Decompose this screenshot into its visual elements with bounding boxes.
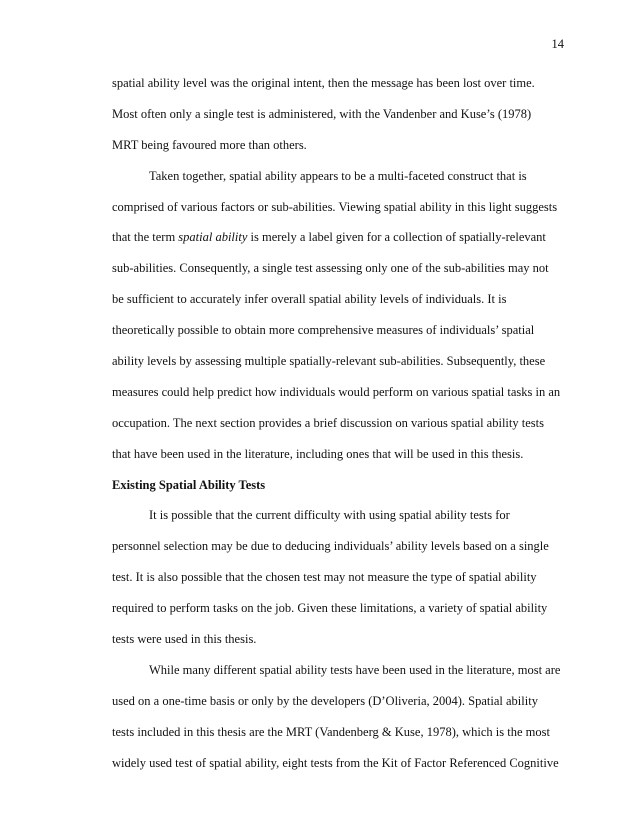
- text-line: sub-abilities. Consequently, a single test assessing only one of the sub-abilities may not: [112, 261, 549, 276]
- text-line: ability levels by assessing multiple spatially-relevant sub-abilities. Subsequently, these: [112, 354, 546, 369]
- text-line: theoretically possible to obtain more comprehensive measures of individuals’ spatial: [112, 323, 535, 338]
- text-segment: is merely a label given for a collection of spatially-relevant: [247, 230, 546, 245]
- italic-term: spatial ability: [178, 230, 248, 245]
- paragraph-start-line: Taken together, spatial ability appears to be a multi-faceted construct that is: [149, 168, 527, 183]
- text-line: required to perform tasks on the job. Given these limitations, a variety of spatial ability: [112, 601, 548, 616]
- paragraph-start-line: It is possible that the current difficulty with using spatial ability tests for: [149, 508, 510, 523]
- text-segment: that the term: [112, 230, 179, 245]
- text-line: personnel selection may be due to deducing individuals’ ability levels based on a single: [112, 539, 549, 554]
- text-line: widely used test of spatial ability, eight tests from the Kit of Factor Referenced Cognitive: [112, 755, 559, 770]
- page-number: 14: [551, 37, 564, 51]
- text-line: comprised of various factors or sub-abilities. Viewing spatial ability in this light suggests: [112, 199, 558, 214]
- text-line: be sufficient to accurately infer overall spatial ability levels of individuals. It is: [112, 292, 507, 307]
- text-line-with-italic: [112, 222, 570, 253]
- section-heading: Existing Spatial Ability Tests: [112, 477, 266, 492]
- text-line: that have been used in the literature, including ones that will be used in this thesis.: [112, 446, 524, 461]
- text-line: tests included in this thesis are the MRT (Vandenberg & Kuse, 1978), which is the most: [112, 724, 550, 739]
- text-line: tests were used in this thesis.: [112, 632, 257, 647]
- text-line: test. It is also possible that the chosen test may not measure the type of spatial ability: [112, 570, 537, 585]
- text-line: occupation. The next section provides a brief discussion on various spatial ability tests: [112, 415, 544, 430]
- text-line: Most often only a single test is administered, with the Vandenber and Kuse’s (1978): [112, 106, 532, 121]
- paragraph-start-line: While many different spatial ability tests have been used in the literature, most are: [149, 662, 561, 677]
- text-line: measures could help predict how individuals would perform on various spatial tasks in an: [112, 384, 561, 399]
- body-text: [112, 68, 570, 778]
- text-line: MRT being favoured more than others.: [112, 137, 307, 152]
- text-line: spatial ability level was the original intent, then the message has been lost over time.: [112, 76, 535, 90]
- text-line: used on a one-time basis or only by the developers (D’Oliveria, 2004). Spatial ability: [112, 693, 538, 708]
